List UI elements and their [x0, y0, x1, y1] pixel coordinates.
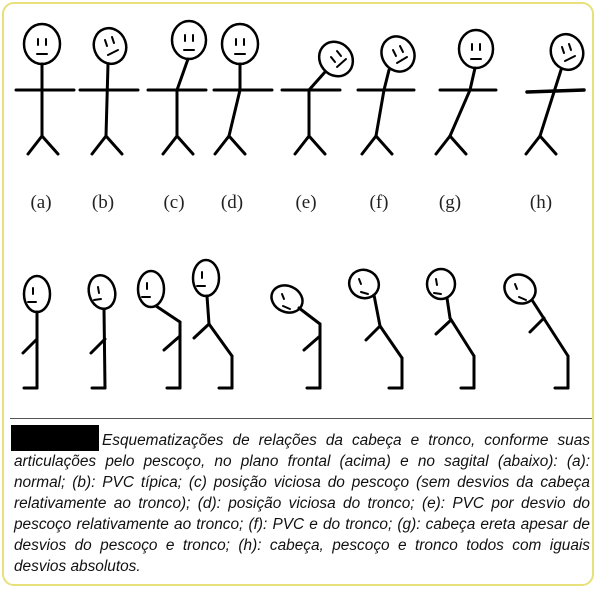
sagittal-figure-g [427, 269, 474, 388]
panel-label-h: (h) [529, 192, 553, 213]
frontal-figure-a [16, 24, 74, 154]
panel-label-d: (d) [220, 192, 244, 213]
frontal-figure-e [282, 35, 360, 154]
panel-label-e: (e) [295, 192, 317, 213]
sagittal-figure-f [344, 265, 402, 388]
sagittal-figure-c [138, 271, 180, 388]
sagittal-figure-e [267, 280, 320, 388]
panel-label-a: (a) [30, 192, 52, 213]
panel-label-f: (f) [369, 192, 389, 213]
figure-caption: Esquematizações de relações da cabeça e tronco, conforme suas articulações pelo pescoço, no plano frontal (acima) e no sagital (abaixo): (a): normal; (b): PVC típica; (c) posição viciosa do pescoço (sem desvios da cabeça relativamente ao tronco); (d): posição viciosa do tronco; (e): PVC por desvio do pescoço relativamente ao tronco; (f): PVC e do tronco; (g): cabeça ereta apesar de desvios do pescoço e tronco; (h): cabeça, pescoço e tronco todos com iguais desvios absolutos. [14, 432, 590, 575]
panel-label-b: (b) [91, 192, 115, 213]
caption-divider [10, 418, 592, 419]
sagittal-figure-b [85, 272, 119, 388]
panel-label-g: (g) [438, 192, 462, 213]
frontal-figure-f [358, 30, 421, 154]
frontal-figure-d [214, 24, 272, 154]
frontal-figure-h [526, 30, 588, 154]
frontal-figure-g [436, 30, 496, 154]
panel-label-c: (c) [163, 192, 185, 213]
sagittal-figure-d [193, 260, 232, 388]
frontal-figure-c [148, 21, 206, 154]
sagittal-figure-a [23, 276, 50, 388]
figure-frame [2, 2, 594, 586]
frontal-figure-b [80, 24, 138, 154]
sagittal-figure-h [499, 269, 568, 388]
